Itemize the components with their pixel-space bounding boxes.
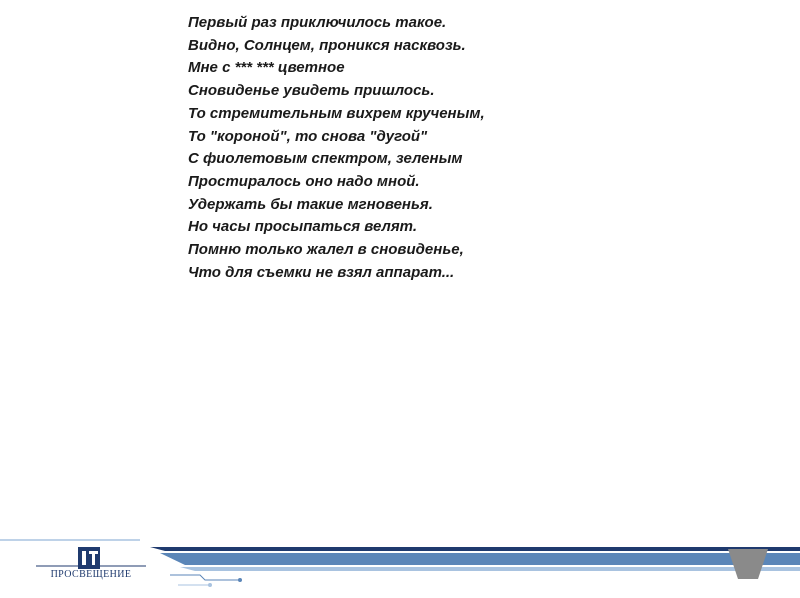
poem-line: Помню только жалел в сновиденье,	[188, 241, 464, 259]
footer-decoration	[0, 535, 800, 598]
poem-line: Видно, Солнцем, проникся насквозь.	[188, 36, 466, 54]
publisher-logo-text: ПРОСВЕЩЕНИЕ	[50, 569, 132, 580]
poem-line: То "короной", то снова "дугой"	[188, 127, 428, 145]
poem-line: Удержать бы такие мгновенья.	[188, 195, 433, 213]
poem-line: Что для съемки не взял аппарат...	[188, 263, 455, 281]
poem-line: Но часы просыпаться велят.	[188, 218, 417, 236]
poem-line: Простиралось оно надо мной.	[188, 172, 420, 190]
poem-line: С фиолетовым спектром, зеленым	[188, 150, 463, 168]
poem-text	[188, 12, 748, 284]
poem-line: Мне с *** *** цветное	[188, 59, 345, 77]
poem-line: То стремительным вихрем крученым,	[188, 104, 485, 122]
poem-line: Первый раз приключилось такое.	[188, 14, 447, 31]
slide-footer	[0, 535, 800, 598]
poem-line: Сновиденье увидеть пришлось.	[188, 82, 435, 100]
